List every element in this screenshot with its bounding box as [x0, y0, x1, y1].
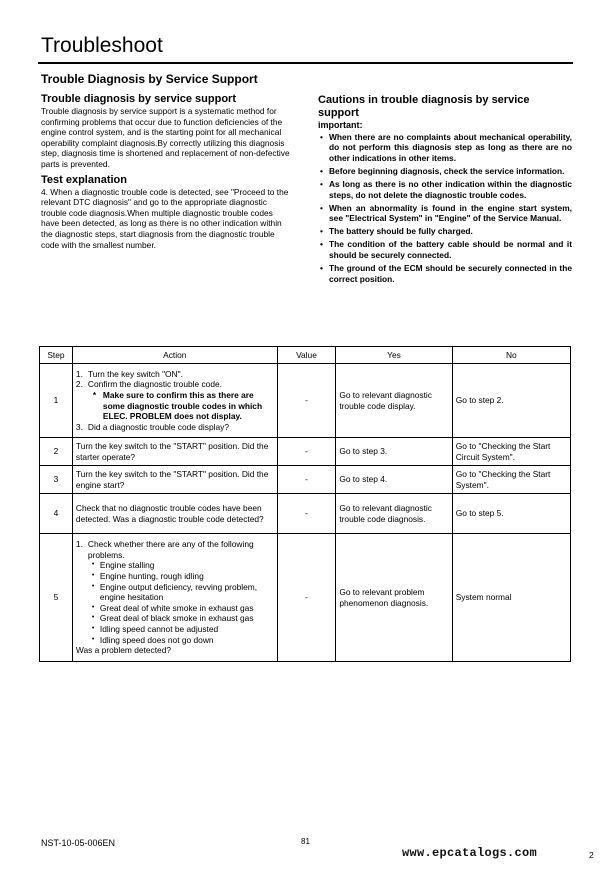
step-value: - [277, 534, 336, 662]
left-column [41, 93, 293, 250]
problem-item: • Great deal of black smoke in exhaust gas [92, 613, 274, 624]
caution-item: • The condition of the battery cable should be normal and it should be securely connected. [329, 239, 572, 260]
table-row [40, 466, 571, 494]
cautions-list [318, 132, 572, 285]
watermark-link[interactable]: www.epcatalogs.com [402, 846, 538, 860]
step-yes: Go to step 4. [336, 466, 452, 494]
step-no: Go to "Checking the Start System". [452, 466, 570, 494]
heading-test-explanation: Test explanation [41, 173, 127, 186]
action-question: Was a problem detected? [75, 645, 172, 656]
step-yes: Go to relevant problem phenomenon diagnosis. [336, 534, 452, 662]
problem-item: • Engine output deficiency, revving problem, engine hesitation [92, 582, 274, 603]
step-number: 2 [40, 438, 73, 466]
heading-cautions: Cautions in trouble diagnosis by service support [318, 94, 530, 119]
step-number: 5 [40, 534, 73, 662]
step-value: - [277, 364, 336, 438]
action-item: 1. Check whether there are any of the following problems. [75, 539, 254, 560]
step-no: System normal [452, 534, 570, 662]
problem-item: • Great deal of white smoke in exhaust gas [92, 603, 274, 614]
heading-trouble-diagnosis: Trouble diagnosis by service support [41, 93, 236, 105]
action-item: 2. Confirm the diagnostic trouble code. [75, 379, 222, 390]
table-row [40, 438, 571, 466]
step-number: 4 [40, 494, 73, 534]
table-header-row [40, 347, 571, 364]
step-yes: Go to relevant diagnostic trouble code diagnosis. [336, 494, 452, 534]
table-row [40, 534, 571, 662]
step-action [72, 534, 277, 662]
caution-item: • When an abnormality is found in the engine start system, see "Electrical System" in "Engine" of the Service Manual. [329, 203, 572, 224]
document-code: NST-10-05-006EN [41, 838, 116, 848]
header-step: Step [40, 347, 73, 364]
paragraph-test-explanation: 4. When a diagnostic trouble code is detected, see "Proceed to the relevant DTC diagnosis" and go to the appropriate diagnostic trouble code diagnosis.When multiple diagnostic trouble codes have been detected, as long as there is no other indication within the diagnostic steps, start diagnosis from the diagnostic trouble code with the smallest number. [41, 186, 289, 250]
caution-item: • When there are no complaints about mechanical operability, do not perform this diagnosis step as long as there are no other indications in other items. [329, 132, 572, 164]
section-heading: Trouble Diagnosis by Service Support [41, 72, 258, 86]
step-action: Turn the key switch to the "START" position. Did the starter operate? [72, 438, 277, 466]
corner-number: 2 [589, 850, 594, 860]
page-title: Troubleshoot [41, 34, 163, 57]
title-rule [38, 62, 573, 64]
action-item: 1. Turn the key switch "ON". [75, 368, 183, 379]
header-action: Action [72, 347, 277, 364]
header-no: No [452, 347, 570, 364]
diagnosis-steps-table [39, 346, 571, 662]
step-number: 1 [40, 364, 73, 438]
important-label: important: [318, 120, 363, 130]
caution-item: • As long as there is no other indication within the diagnostic steps, do not delete the diagnostic trouble codes. [329, 179, 572, 200]
page-number: 81 [301, 837, 310, 846]
step-value: - [277, 466, 336, 494]
step-yes: Go to step 3. [336, 438, 452, 466]
table-row [40, 494, 571, 534]
step-yes: Go to relevant diagnostic trouble code display. [336, 364, 452, 438]
action-note: * Make sure to confirm this as there are some diagnostic trouble codes in which ELEC. PROBLEM does not display. [92, 389, 263, 422]
problem-item: • Engine hunting, rough idling [92, 571, 274, 582]
caution-item: • Before beginning diagnosis, check the service information. [329, 166, 572, 177]
action-item: 3. Did a diagnostic trouble code display? [75, 421, 229, 432]
step-action: Turn the key switch to the "START" position. Did the engine start? [72, 466, 277, 494]
step-no: Go to "Checking the Start Circuit System". [452, 438, 570, 466]
step-number: 3 [40, 466, 73, 494]
caution-item: • The battery should be fully charged. [329, 226, 572, 237]
right-column [318, 94, 572, 287]
problem-item: • Idling speed cannot be adjusted [92, 624, 274, 635]
step-value: - [277, 438, 336, 466]
header-value: Value [277, 347, 336, 364]
step-value: - [277, 494, 336, 534]
paragraph-trouble-diagnosis: Trouble diagnosis by service support is a systematic method for confirming problems that occur due to function deficiencies of the engine control system, and is the starting point for all mechanical operability complaint diagnosis.By correctly utilizing this diagnosis step, diagnosis time is shortened and replacement of non-defective parts is prevented. [41, 106, 290, 169]
step-no: Go to step 5. [452, 494, 570, 534]
table-row [40, 364, 571, 438]
problem-item: • Engine stalling [92, 560, 274, 571]
step-action: Check that no diagnostic trouble codes have been detected. Was a diagnostic trouble code detected? [72, 494, 277, 534]
header-yes: Yes [336, 347, 452, 364]
step-action [72, 364, 277, 438]
caution-item: • The ground of the ECM should be securely connected in the correct position. [329, 263, 572, 284]
problem-item: • Idling speed does not go down [92, 635, 274, 646]
step-no: Go to step 2. [452, 364, 570, 438]
problem-list [76, 560, 274, 645]
